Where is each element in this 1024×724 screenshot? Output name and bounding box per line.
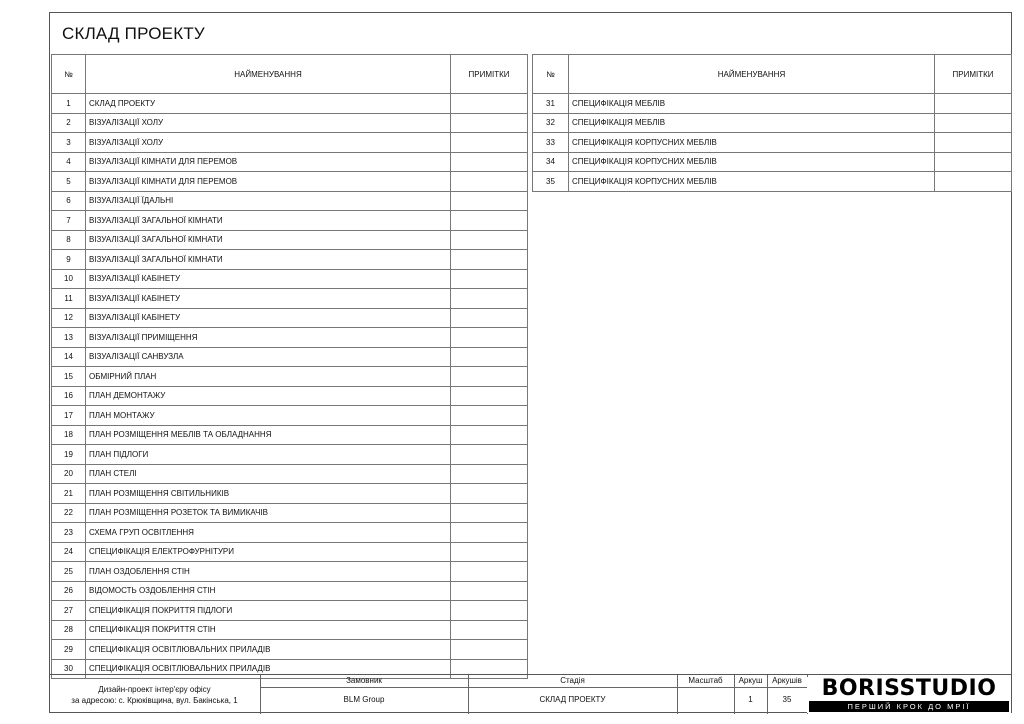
row-note — [451, 640, 528, 660]
table-row — [52, 230, 528, 250]
row-number: 34 — [533, 152, 569, 172]
table-row — [52, 191, 528, 211]
row-name: СПЕЦИФІКАЦІЯ МЕБЛІВ — [569, 94, 935, 114]
row-number: 6 — [52, 191, 86, 211]
row-number: 35 — [533, 172, 569, 192]
client-label: Замовник — [346, 676, 382, 685]
row-note — [451, 94, 528, 114]
table-row — [533, 113, 1012, 133]
row-note — [451, 367, 528, 387]
sheets-label: Аркушів — [772, 676, 802, 685]
row-note — [451, 113, 528, 133]
table-row — [533, 172, 1012, 192]
row-number: 22 — [52, 503, 86, 523]
row-note — [451, 133, 528, 153]
row-note — [451, 250, 528, 270]
row-name: ВІЗУАЛІЗАЦІЇ КАБІНЕТУ — [86, 269, 451, 289]
row-name: ВІДОМОСТЬ ОЗДОБЛЕННЯ СТІН — [86, 581, 451, 601]
row-number: 3 — [52, 133, 86, 153]
table-row — [52, 503, 528, 523]
title-block — [49, 674, 1012, 714]
project-line-1: Дизайн-проект інтер'єру офісу — [98, 685, 211, 694]
row-name: СПЕЦИФІКАЦІЯ ОСВІТЛЮВАЛЬНИХ ПРИЛАДІВ — [86, 640, 451, 660]
row-number: 25 — [52, 562, 86, 582]
table-row — [52, 211, 528, 231]
header-name: НАЙМЕНУВАННЯ — [569, 55, 935, 94]
row-name: ВІЗУАЛІЗАЦІЇ ЗАГАЛЬНОЇ КІМНАТИ — [86, 211, 451, 231]
sheets-value: 35 — [782, 695, 792, 704]
header-name: НАЙМЕНУВАННЯ — [86, 55, 451, 94]
row-name: ВІЗУАЛІЗАЦІЇ КІМНАТИ ДЛЯ ПЕРЕМОВ — [86, 152, 451, 172]
row-name: ПЛАН МОНТАЖУ — [86, 406, 451, 426]
row-number: 27 — [52, 601, 86, 621]
header-num: № — [52, 55, 86, 94]
contents-table-right — [532, 54, 1012, 192]
row-number: 5 — [52, 172, 86, 192]
project-description — [49, 684, 260, 706]
table-row — [52, 152, 528, 172]
row-number: 14 — [52, 347, 86, 367]
row-note — [451, 230, 528, 250]
table-row — [52, 347, 528, 367]
row-number: 28 — [52, 620, 86, 640]
table-row — [52, 133, 528, 153]
table-row — [533, 133, 1012, 153]
row-number: 15 — [52, 367, 86, 387]
table-row — [52, 308, 528, 328]
row-note — [451, 484, 528, 504]
row-number: 1 — [52, 94, 86, 114]
sheet-label: Аркуш — [738, 676, 763, 685]
row-note — [451, 601, 528, 621]
table-row — [52, 523, 528, 543]
row-name: ПЛАН РОЗМІЩЕННЯ МЕБЛІВ ТА ОБЛАДНАННЯ — [86, 425, 451, 445]
row-note — [935, 133, 1012, 153]
stage-value: СКЛАД ПРОЕКТУ — [539, 695, 606, 704]
row-name: ВІЗУАЛІЗАЦІЇ ХОЛУ — [86, 113, 451, 133]
row-note — [451, 191, 528, 211]
row-name: СПЕЦИФІКАЦІЯ КОРПУСНИХ МЕБЛІВ — [569, 172, 935, 192]
header-note: ПРИМІТКИ — [451, 55, 528, 94]
row-name: ОБМІРНИЙ ПЛАН — [86, 367, 451, 387]
row-name: СПЕЦИФІКАЦІЯ КОРПУСНИХ МЕБЛІВ — [569, 133, 935, 153]
header-num: № — [533, 55, 569, 94]
contents-table-left — [51, 54, 528, 679]
row-number: 12 — [52, 308, 86, 328]
row-name: ВІЗУАЛІЗАЦІЇ ПРИМІЩЕННЯ — [86, 328, 451, 348]
header-note: ПРИМІТКИ — [935, 55, 1012, 94]
row-note — [451, 406, 528, 426]
logo-tagline: ПЕРШИЙ КРОК ДО МРІЇ — [809, 701, 1009, 712]
table-row — [52, 445, 528, 465]
row-name: СПЕЦИФІКАЦІЯ КОРПУСНИХ МЕБЛІВ — [569, 152, 935, 172]
row-number: 13 — [52, 328, 86, 348]
row-note — [451, 503, 528, 523]
row-number: 32 — [533, 113, 569, 133]
client-value: BLM Group — [343, 695, 385, 704]
row-note — [451, 542, 528, 562]
row-number: 26 — [52, 581, 86, 601]
row-name: СПЕЦИФІКАЦІЯ МЕБЛІВ — [569, 113, 935, 133]
row-number: 21 — [52, 484, 86, 504]
table-row — [52, 172, 528, 192]
row-name: ПЛАН РОЗМІЩЕННЯ СВІТИЛЬНИКІВ — [86, 484, 451, 504]
table-row — [52, 94, 528, 114]
row-note — [451, 445, 528, 465]
row-number: 10 — [52, 269, 86, 289]
project-line-2: за адресою: с. Крюківщина, вул. Бакінська, 1 — [71, 696, 238, 705]
scale-label: Масштаб — [688, 676, 723, 685]
sheet-value: 1 — [748, 695, 753, 704]
row-note — [451, 347, 528, 367]
table-row — [52, 250, 528, 270]
row-note — [451, 425, 528, 445]
row-note — [451, 172, 528, 192]
row-note — [451, 211, 528, 231]
table-header-row — [52, 55, 528, 94]
row-number: 8 — [52, 230, 86, 250]
row-number: 23 — [52, 523, 86, 543]
row-note — [451, 386, 528, 406]
table-row — [52, 269, 528, 289]
row-note — [451, 464, 528, 484]
row-name: ПЛАН РОЗМІЩЕННЯ РОЗЕТОК ТА ВИМИКАЧІВ — [86, 503, 451, 523]
table-row — [52, 562, 528, 582]
table-header-row — [533, 55, 1012, 94]
table-row — [52, 289, 528, 309]
row-number: 20 — [52, 464, 86, 484]
row-note — [451, 308, 528, 328]
table-row — [52, 640, 528, 660]
row-number: 17 — [52, 406, 86, 426]
row-note — [451, 328, 528, 348]
table-row — [52, 601, 528, 621]
row-name: СПЕЦИФІКАЦІЯ ПОКРИТТЯ СТІН — [86, 620, 451, 640]
row-note — [451, 562, 528, 582]
table-row — [533, 152, 1012, 172]
row-note — [935, 113, 1012, 133]
table-row — [52, 620, 528, 640]
row-name: ВІЗУАЛІЗАЦІЇ ЗАГАЛЬНОЇ КІМНАТИ — [86, 250, 451, 270]
table-row — [52, 425, 528, 445]
table-row — [52, 386, 528, 406]
row-note — [451, 523, 528, 543]
row-number: 2 — [52, 113, 86, 133]
table-row — [52, 484, 528, 504]
table-row — [533, 94, 1012, 114]
row-note — [935, 94, 1012, 114]
row-name: ПЛАН ОЗДОБЛЕННЯ СТІН — [86, 562, 451, 582]
row-name: СКЛАД ПРОЕКТУ — [86, 94, 451, 114]
row-name: СПЕЦИФІКАЦІЯ ПОКРИТТЯ ПІДЛОГИ — [86, 601, 451, 621]
row-number: 24 — [52, 542, 86, 562]
row-note — [451, 269, 528, 289]
row-number: 9 — [52, 250, 86, 270]
row-note — [451, 152, 528, 172]
row-note — [935, 152, 1012, 172]
row-name: ВІЗУАЛІЗАЦІЇ КАБІНЕТУ — [86, 308, 451, 328]
row-name: ПЛАН ДЕМОНТАЖУ — [86, 386, 451, 406]
row-note — [451, 289, 528, 309]
row-name: СХЕМА ГРУП ОСВІТЛЕННЯ — [86, 523, 451, 543]
row-name: ПЛАН СТЕЛІ — [86, 464, 451, 484]
row-number: 4 — [52, 152, 86, 172]
row-name: ВІЗУАЛІЗАЦІЇ КАБІНЕТУ — [86, 289, 451, 309]
row-number: 29 — [52, 640, 86, 660]
table-row — [52, 367, 528, 387]
table-row — [52, 406, 528, 426]
row-name: ВІЗУАЛІЗАЦІЇ ХОЛУ — [86, 133, 451, 153]
row-name: СПЕЦИФІКАЦІЯ ОСВІТЛЮВАЛЬНИХ ПРИЛАДІВ — [86, 659, 451, 679]
row-name: ВІЗУАЛІЗАЦІЇ ЗАГАЛЬНОЇ КІМНАТИ — [86, 230, 451, 250]
page-title: СКЛАД ПРОЕКТУ — [62, 24, 205, 43]
row-number: 16 — [52, 386, 86, 406]
row-name: ПЛАН ПІДЛОГИ — [86, 445, 451, 465]
table-row — [52, 542, 528, 562]
row-note — [451, 581, 528, 601]
table-row — [52, 328, 528, 348]
row-number: 19 — [52, 445, 86, 465]
row-number: 11 — [52, 289, 86, 309]
row-number: 33 — [533, 133, 569, 153]
row-note — [451, 620, 528, 640]
row-name: ВІЗУАЛІЗАЦІЇ КІМНАТИ ДЛЯ ПЕРЕМОВ — [86, 172, 451, 192]
row-number: 30 — [52, 659, 86, 679]
stage-label: Стадія — [560, 676, 585, 685]
row-name: ВІЗУАЛІЗАЦІЇ САНВУЗЛА — [86, 347, 451, 367]
row-note — [935, 172, 1012, 192]
table-row — [52, 113, 528, 133]
row-name: ВІЗУАЛІЗАЦІЇ ЇДАЛЬНІ — [86, 191, 451, 211]
borisstudio-logo — [807, 677, 1011, 713]
row-number: 18 — [52, 425, 86, 445]
row-number: 7 — [52, 211, 86, 231]
row-number: 31 — [533, 94, 569, 114]
table-row — [52, 581, 528, 601]
logo-wordmark: BORISSTUDIO — [821, 676, 997, 701]
table-row — [52, 464, 528, 484]
row-name: СПЕЦИФІКАЦІЯ ЕЛЕКТРОФУРНІТУРИ — [86, 542, 451, 562]
